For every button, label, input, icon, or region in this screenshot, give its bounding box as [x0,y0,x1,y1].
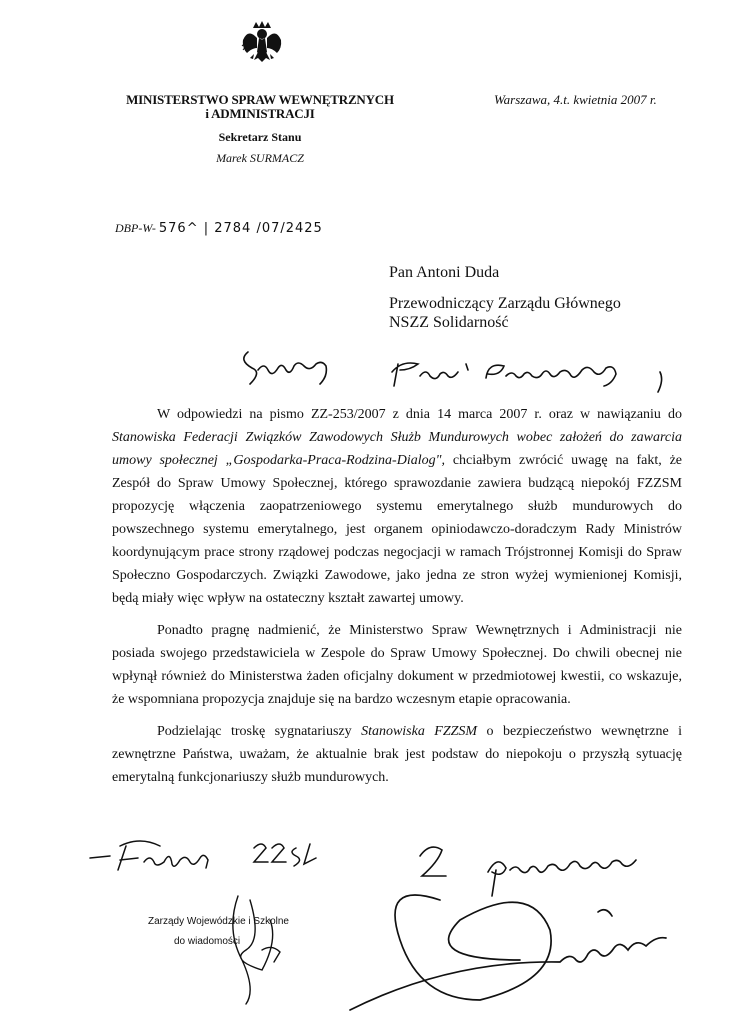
recipient-title: Przewodniczący Zarządu Głównego NSZZ Solidarność [389,295,621,331]
recipient-name: Pan Antoni Duda [389,264,500,281]
paragraph-3: Podzielając troskę sygnatariuszy Stanowiska FZZSM o bezpieczeństwo wewnętrzne i zewnętrzne Państwa, uważam, że aktualnie brak jest podstaw do niepokoju o przyszłą sytuację emerytalną funkcjonariuszy służb mundurowych. [112,724,682,785]
paragraph-1: W odpowiedzi na pismo ZZ-253/2007 z dnia 14 marca 2007 r. oraz w nawiązaniu do Stanowiska Federacji Związków Zawodowych Służb Mundurowych wobec założeń do zawarcia umowy społecznej „Gospodarka-Praca-Rodzina-Dialog", chciałbym zwrócić uwagę na fakt, że Zespół do Spraw Umowy Społecznej, którego sprawozdanie zawiera budzącą niepokój FZZSM propozycję włączenia zaopatrzeniowego systemu emerytalnego służb mundurowych do powszechnego systemu emerytalnego, jest organem opiniodawczo-doradczym Rady Ministrów koordynującym prace strony rządowej podczas negocjacji w ramach Trójstronnej Komisji do Spraw Społeczno Gospodarczych. Związki Zawodowe, jako jedna ze stron wyżej wymienionej Komisji, będą miały więc wpływ na ostateczny kształt zawartej umowy. [112,407,682,606]
ministry-name: MINISTERSTWO SPRAW WEWNĘTRZNYCH i ADMINISTRACJI [126,92,394,121]
signatory-name: Marek SURMACZ [216,151,304,165]
reference-handwritten: 576^ | 2784 /07/2425 [158,221,323,236]
reference-prefix: DBP-W- [115,221,156,235]
signatory-role: Sekretarz Stanu [218,130,302,144]
stamp-line-2: do wiadomości [174,936,241,947]
letter-date: Warszawa, 4.t. kwietnia 2007 r. [494,92,657,107]
paragraph-2: Ponadto pragnę nadmienić, że Ministerstwo Spraw Wewnętrznych i Administracji nie posiada swojego przedstawiciela w Zespole do Spraw Umowy Społecznej. Do chwili obecnej nie wpłynął również do Ministerstwa żaden oficjalny dokument w przedmiotowej kwestii, co wskazuje, że wspomniana propozycja znajduje się na bardzo wczesnym etapie opracowania. [112,623,682,707]
stamp-line-1: Zarządy Wojewódzkie i Szkolne [148,916,289,927]
